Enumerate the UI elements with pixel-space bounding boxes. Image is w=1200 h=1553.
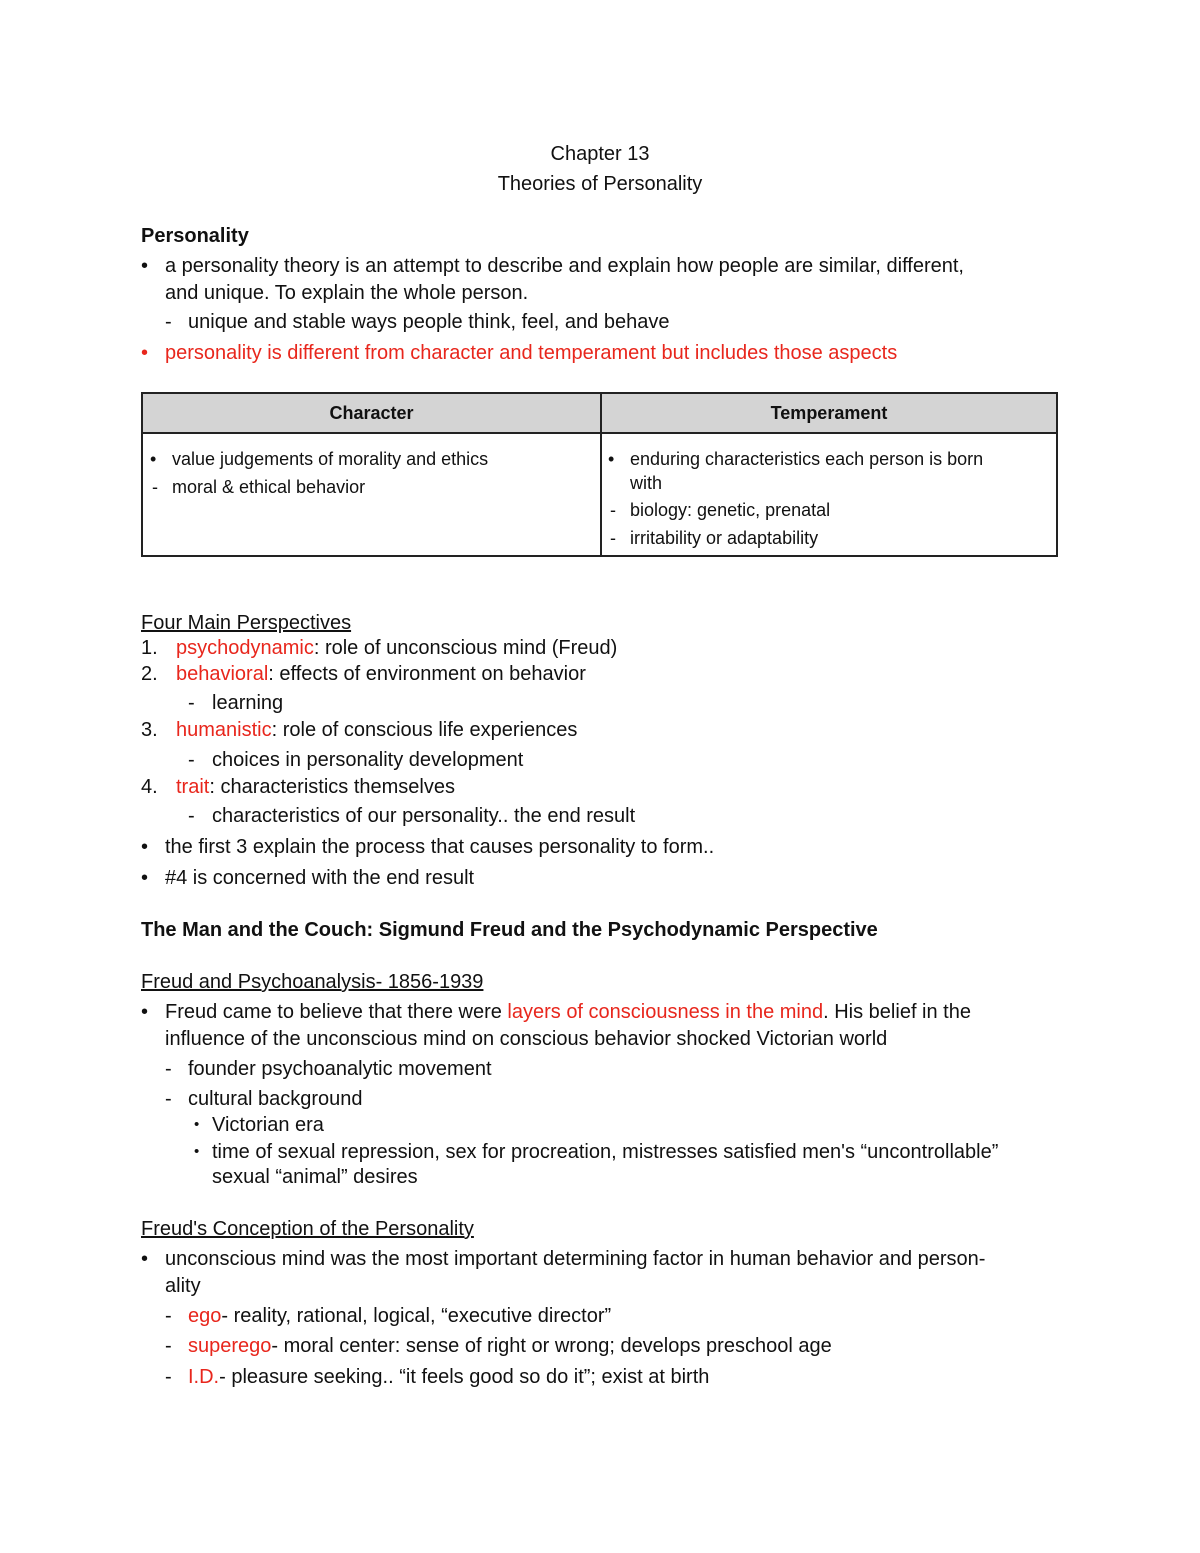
personality-sub1: unique and stable ways people think, feel, and behave: [188, 311, 670, 333]
bullet-marker: •: [141, 342, 149, 364]
chapter-number: Chapter 13: [550, 143, 650, 165]
dash-marker: -: [188, 805, 195, 827]
list-number: 2.: [141, 663, 158, 685]
text-segment: . His belief in the: [823, 1001, 971, 1023]
character-temperament-table: [141, 392, 1058, 557]
text-segment: Freud came to believe that there were: [165, 1001, 508, 1023]
perspective-sub: learning: [212, 692, 284, 714]
perspective-description: : characteristics themselves: [209, 776, 455, 798]
perspective-term: trait: [176, 776, 210, 798]
perspective-term: humanistic: [176, 719, 272, 741]
page-title: Theories of Personality: [497, 173, 703, 195]
freud-bullet1-line2: influence of the unconscious mind on conscious behavior shocked Victorian world: [165, 1028, 888, 1050]
highlight-text: layers of consciousness in the mind: [507, 1001, 824, 1023]
personality-bullet2: personality is different from character and temperament but includes those aspects: [165, 342, 898, 364]
concept-term: superego: [188, 1335, 272, 1357]
perspectives-note2: #4 is concerned with the end result: [165, 867, 475, 889]
perspective-sub: choices in personality development: [212, 749, 524, 771]
concept-term: ego: [188, 1305, 222, 1327]
personality-bullet1-line1: a personality theory is an attempt to describe and explain how people are similar, different,: [165, 255, 964, 277]
personality-heading: Personality: [141, 225, 249, 247]
perspectives-heading: Four Main Perspectives: [141, 612, 352, 634]
dash-marker: -: [165, 1058, 172, 1080]
freud-dot2-line1: time of sexual repression, sex for procreation, mistresses satisfied men's “uncontrollable”: [212, 1141, 999, 1163]
perspective-term: behavioral: [176, 663, 269, 685]
freud-dash2: cultural background: [188, 1088, 363, 1110]
character-bullet: value judgements of morality and ethics: [172, 449, 489, 469]
dash-marker: -: [188, 692, 195, 714]
bullet-marker: •: [141, 867, 149, 889]
dash-marker: -: [152, 477, 158, 497]
perspective-sub: characteristics of our personality.. the end result: [212, 805, 636, 827]
bullet-marker: •: [141, 836, 149, 858]
bullet-marker: •: [141, 255, 149, 277]
dash-marker: -: [165, 311, 172, 333]
small-bullet-marker: •: [194, 1143, 200, 1160]
freud-dash1: founder psychoanalytic movement: [188, 1058, 492, 1080]
concept-description: - pleasure seeking.. “it feels good so do it”; exist at birth: [219, 1366, 710, 1388]
freud-subheading: Freud and Psychoanalysis- 1856-1939: [141, 971, 484, 993]
perspective-description: : role of unconscious mind (Freud): [313, 637, 618, 659]
dash-marker: -: [165, 1366, 172, 1388]
table-header-character: Character: [329, 403, 414, 423]
list-item: [188, 1304, 611, 1328]
freud-dot1: Victorian era: [212, 1114, 324, 1136]
perspective-description: : role of conscious life experiences: [271, 719, 578, 741]
bullet-marker: •: [608, 449, 615, 469]
dash-marker: -: [165, 1335, 172, 1357]
dash-marker: -: [610, 500, 616, 520]
bullet-marker: •: [141, 1248, 149, 1270]
perspective-term: psychodynamic: [176, 637, 314, 659]
dash-marker: -: [165, 1305, 172, 1327]
list-item: [176, 775, 455, 799]
concept-term: I.D.: [188, 1366, 220, 1388]
table-header-temperament: Temperament: [770, 403, 888, 423]
list-item: [188, 1334, 832, 1358]
freud-dot2-line2: sexual “animal” desires: [212, 1166, 418, 1188]
concept-description: - moral center: sense of right or wrong; develops preschool age: [271, 1335, 832, 1357]
perspective-description: : effects of environment on behavior: [268, 663, 586, 685]
bullet-marker: •: [150, 449, 157, 469]
temperament-dash2: irritability or adaptability: [630, 528, 819, 548]
perspectives-note1: the first 3 explain the process that causes personality to form..: [165, 836, 715, 858]
conception-bullet-line2: ality: [165, 1275, 201, 1297]
small-bullet-marker: •: [194, 1116, 200, 1133]
temperament-dash1: biology: genetic, prenatal: [630, 500, 831, 520]
personality-bullet1-line2: and unique. To explain the whole person.: [165, 282, 529, 304]
concept-description: - reality, rational, logical, “executive director”: [221, 1305, 612, 1327]
conception-bullet-line1: unconscious mind was the most important determining factor in human behavior and person-: [165, 1248, 986, 1270]
list-number: 4.: [141, 776, 158, 798]
bullet-marker: •: [141, 1001, 149, 1023]
list-item: [176, 662, 586, 686]
freud-bullet1-line1: [165, 1000, 971, 1024]
freud-section-heading: The Man and the Couch: Sigmund Freud and the Psychodynamic Perspective: [141, 919, 878, 941]
list-item: [176, 636, 617, 660]
dash-marker: -: [610, 528, 616, 548]
conception-heading: Freud's Conception of the Personality: [141, 1218, 474, 1240]
temperament-bullet-line2: with: [630, 473, 663, 493]
character-dash: moral & ethical behavior: [172, 477, 366, 497]
list-item: [176, 718, 577, 742]
dash-marker: -: [165, 1088, 172, 1110]
list-number: 3.: [141, 719, 158, 741]
dash-marker: -: [188, 749, 195, 771]
list-item: [188, 1365, 709, 1389]
list-number: 1.: [141, 637, 158, 659]
temperament-bullet-line1: enduring characteristics each person is born: [630, 449, 984, 469]
